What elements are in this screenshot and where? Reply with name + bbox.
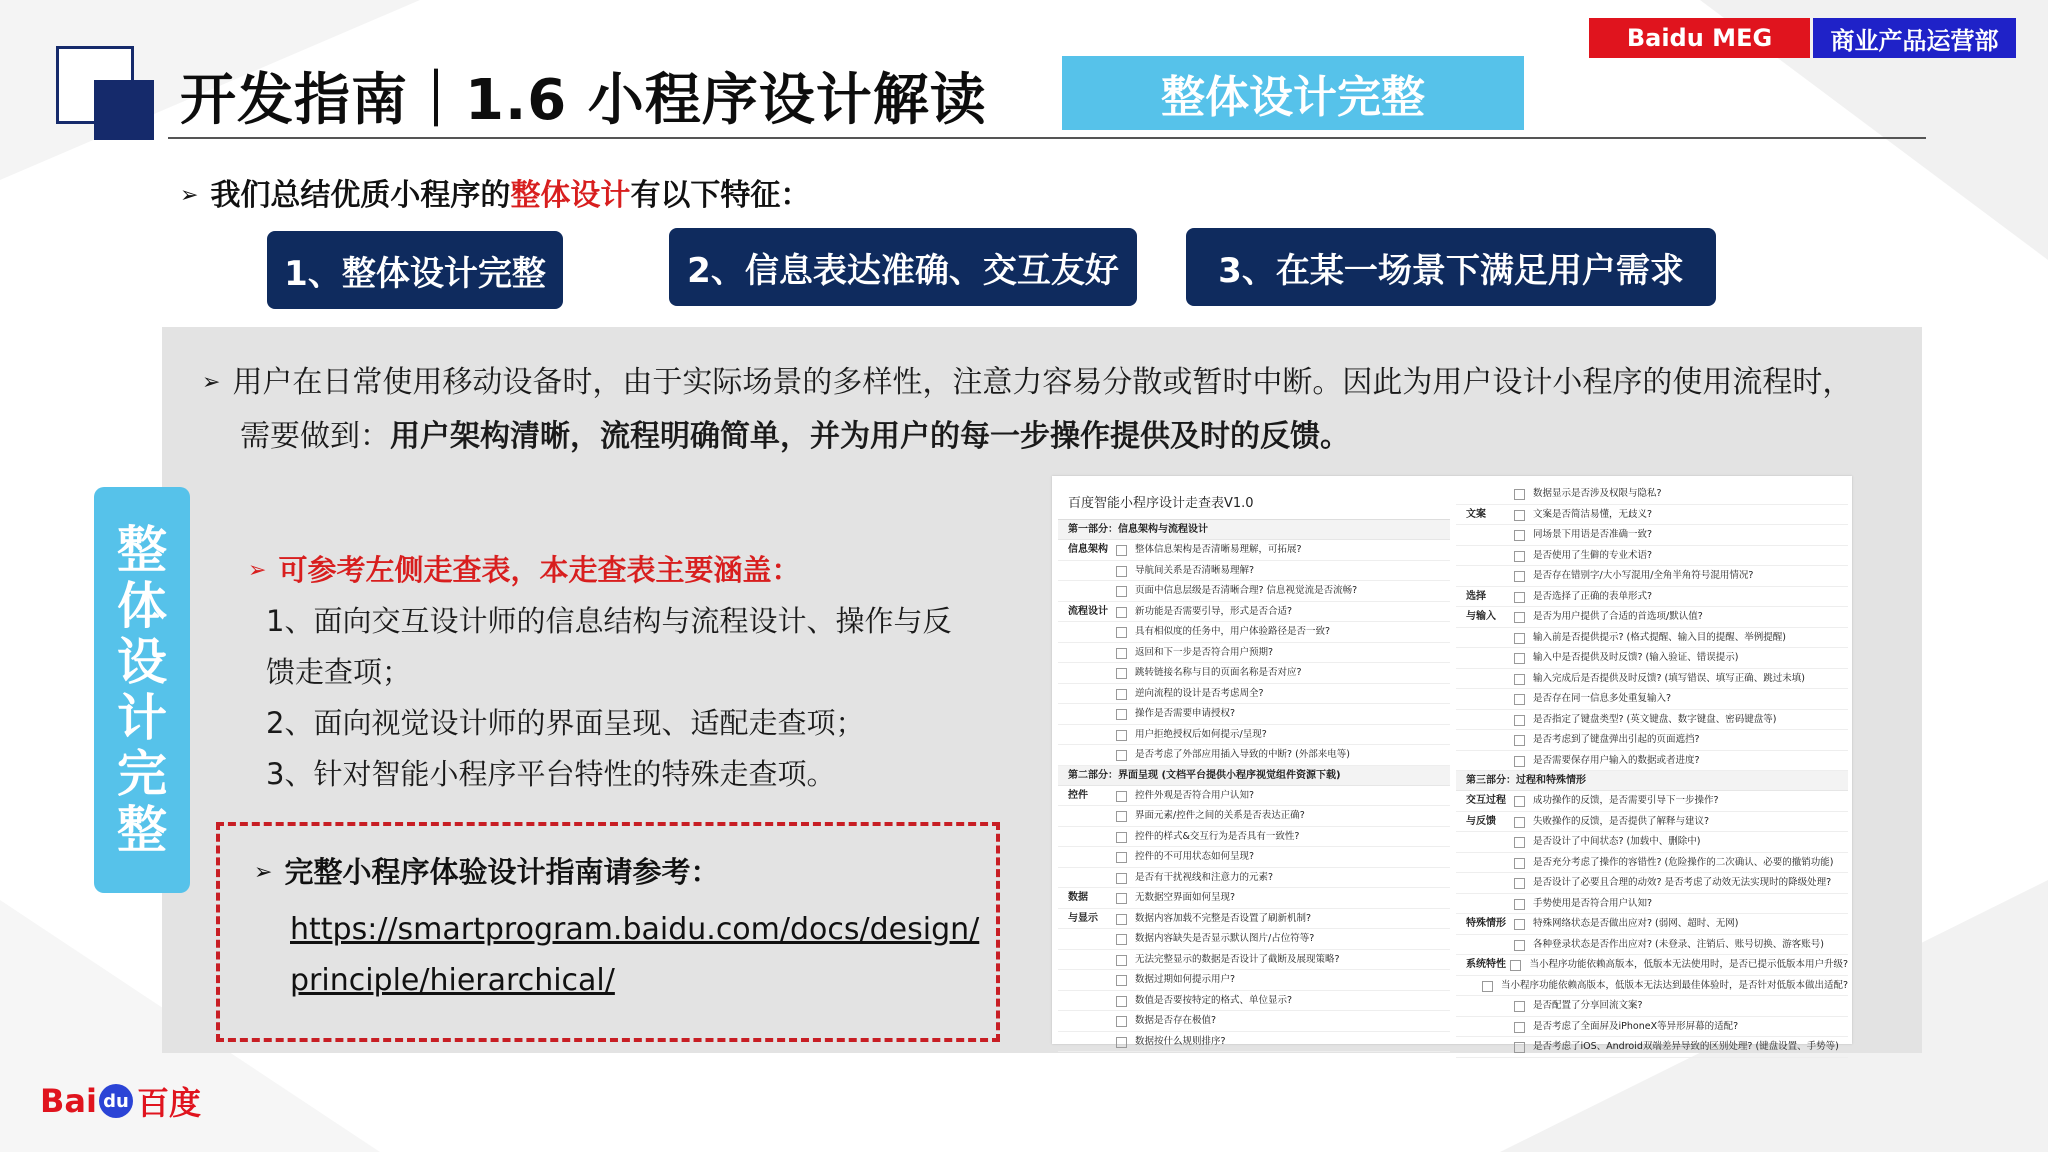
checkbox-icon bbox=[1514, 858, 1525, 869]
checklist-category bbox=[1456, 710, 1514, 730]
checkbox-icon bbox=[1116, 627, 1127, 638]
checklist-category bbox=[1456, 873, 1514, 893]
checklist-item: 新功能是否需要引导，形式是否合适? bbox=[1135, 605, 1293, 617]
checklist-category bbox=[1456, 751, 1514, 771]
reference-item-1: 1、面向交互设计师的信息结构与流程设计、操作与反馈走查项； bbox=[266, 604, 952, 689]
checklist-category bbox=[1456, 546, 1514, 566]
checklist-item: 控件的不可用状态如何呈现? bbox=[1135, 851, 1255, 862]
checkbox-icon bbox=[1116, 893, 1127, 904]
checklist-item: 数值是否要按特定的格式、单位显示? bbox=[1135, 994, 1293, 1006]
guide-link[interactable]: https://smartprogram.baidu.com/docs/design/principle/hierarchical/ bbox=[290, 912, 980, 998]
reference-item-3: 3、针对智能小程序平台特性的特殊走查项。 bbox=[266, 757, 836, 791]
checkbox-icon bbox=[1514, 735, 1525, 746]
arrow-bullet-icon: ➢ bbox=[248, 558, 267, 583]
checkbox-icon bbox=[1514, 571, 1525, 582]
checklist-section: 第一部分：信息架构与流程设计 bbox=[1058, 520, 1450, 540]
checklist-item: 是否为用户提供了合适的首选项/默认值? bbox=[1533, 611, 1703, 622]
checklist-item: 是否考虑到了键盘弹出引起的页面遮挡? bbox=[1533, 734, 1700, 745]
checklist-item: 数据过期如何提示用户? bbox=[1135, 974, 1236, 985]
checklist-category bbox=[1058, 663, 1116, 683]
intro-highlight: 整体设计 bbox=[510, 178, 631, 213]
checklist-row bbox=[1456, 628, 1848, 649]
checklist-category bbox=[1456, 648, 1514, 668]
checklist-category bbox=[1058, 1032, 1116, 1052]
checklist-section: 第三部分：过程和特殊情形 bbox=[1456, 771, 1848, 791]
checklist-category: 交互过程 bbox=[1466, 795, 1506, 806]
checklist-row bbox=[1456, 955, 1848, 976]
checklist-item: 当小程序功能依赖高版本，低版本无法达到最佳体验时，是否针对低版本做出适配? bbox=[1500, 979, 1848, 991]
checkbox-icon bbox=[1514, 817, 1525, 828]
checklist-item: 是否需要保存用户输入的数据或者进度? bbox=[1533, 754, 1700, 766]
checkbox-icon bbox=[1116, 975, 1127, 986]
checklist-category: 与反馈 bbox=[1466, 815, 1496, 827]
arrow-bullet-icon: ➢ bbox=[202, 370, 221, 395]
checklist-row bbox=[1456, 525, 1848, 546]
checkbox-icon bbox=[1514, 1042, 1525, 1053]
checklist-category bbox=[1058, 847, 1116, 867]
checklist-item: 是否考虑了全面屏及iPhoneX等异形屏幕的适配? bbox=[1533, 1020, 1739, 1032]
checklist-category bbox=[1058, 868, 1116, 888]
checklist-category bbox=[1058, 991, 1116, 1011]
checklist-row bbox=[1456, 710, 1848, 731]
checkbox-icon bbox=[1116, 607, 1127, 618]
checklist-category bbox=[1058, 704, 1116, 724]
checklist-image bbox=[1052, 476, 1852, 1052]
panel-line-1: 用户在日常使用移动设备时，由于实际场景的多样性，注意力容易分散或暂时中断。因此为用户设计小程序的使用流程时， bbox=[232, 365, 1853, 400]
checklist-row bbox=[1456, 935, 1848, 956]
checklist-item: 成功操作的反馈，是否需要引导下一步操作? bbox=[1533, 795, 1719, 806]
side-badge-char: 完 bbox=[117, 745, 167, 803]
checklist-category bbox=[1456, 1017, 1514, 1037]
checkbox-icon bbox=[1514, 633, 1525, 644]
checklist-item: 输入中是否提供及时反馈? (输入验证、错误提示) bbox=[1533, 652, 1739, 663]
checkbox-icon bbox=[1116, 914, 1127, 925]
feature-pill-1: 1、整体设计完整 bbox=[267, 231, 563, 309]
checklist-item: 是否有干扰视线和注意力的元素? bbox=[1135, 871, 1274, 883]
panel-line-2-bold: 用户架构清晰，流程明确简单，并为用户的每一步操作提供及时的反馈。 bbox=[390, 419, 1350, 454]
page-title: 开发指南｜1.6 小程序设计解读 bbox=[180, 68, 987, 133]
checkbox-icon bbox=[1116, 934, 1127, 945]
panel-description bbox=[202, 356, 1882, 464]
checklist-item: 数据按什么规则排序? bbox=[1135, 1035, 1226, 1047]
checklist-row bbox=[1058, 663, 1450, 684]
checklist-row bbox=[1058, 1032, 1450, 1053]
checklist-row bbox=[1456, 791, 1848, 812]
checkbox-icon bbox=[1514, 1022, 1525, 1033]
checklist-category bbox=[1456, 853, 1514, 873]
checklist-category: 与输入 bbox=[1466, 611, 1496, 622]
checklist-item: 输入完成后是否提供及时反馈? (填写错误、填写正确、跳过未填) bbox=[1533, 672, 1805, 684]
checklist-item: 无数据空界面如何呈现? bbox=[1135, 892, 1236, 903]
checklist-category: 系统特性 bbox=[1466, 959, 1506, 970]
checkbox-icon bbox=[1514, 653, 1525, 664]
checklist-item: 文案是否简洁易懂，无歧义? bbox=[1533, 508, 1653, 520]
checklist-category bbox=[1058, 745, 1116, 765]
checklist-item: 数据是否存在极值? bbox=[1135, 1015, 1217, 1026]
checklist-row bbox=[1058, 643, 1450, 664]
checkbox-icon bbox=[1116, 730, 1127, 741]
guide-callout bbox=[216, 822, 1000, 1042]
checklist-row bbox=[1456, 894, 1848, 915]
checklist-category bbox=[1058, 1011, 1116, 1031]
checkbox-icon bbox=[1514, 919, 1525, 930]
checklist-row bbox=[1456, 996, 1848, 1017]
checklist-item: 是否选择了正确的表单形式? bbox=[1533, 590, 1653, 602]
checkbox-icon bbox=[1116, 709, 1127, 720]
checklist-row bbox=[1456, 669, 1848, 690]
checkbox-icon bbox=[1116, 648, 1127, 659]
checklist-row bbox=[1456, 689, 1848, 710]
checklist-category bbox=[1456, 689, 1514, 709]
checklist-category: 文案 bbox=[1466, 508, 1486, 520]
reference-title: ➢ 可参考左侧走查表，本走查表主要涵盖： bbox=[248, 553, 801, 587]
checklist-row bbox=[1058, 581, 1450, 602]
checklist-category bbox=[1456, 1037, 1514, 1057]
checklist-item: 数据内容加载不完整是否设置了刷新机制? bbox=[1135, 912, 1312, 924]
checklist-item: 特殊网络状态是否做出应对? (弱网、超时、无网) bbox=[1533, 918, 1739, 929]
checklist-item: 页面中信息层级是否清晰合理? 信息视觉流是否流畅? bbox=[1135, 585, 1358, 596]
checklist-item: 是否充分考虑了操作的容错性? (危险操作的二次确认、必要的撤销功能) bbox=[1533, 856, 1834, 868]
checklist-category bbox=[1456, 894, 1514, 914]
checklist-item: 是否考虑了iOS、Android双端差异导致的区别处理? (键盘设置、手势等) bbox=[1533, 1041, 1839, 1052]
checklist-category: 选择 bbox=[1466, 590, 1486, 602]
checklist-row bbox=[1456, 484, 1848, 505]
checkbox-icon bbox=[1514, 489, 1525, 500]
checklist-item: 是否存在同一信息多处重复输入? bbox=[1533, 693, 1672, 704]
checklist-item: 数据显示是否涉及权限与隐私? bbox=[1533, 488, 1662, 499]
checklist-category bbox=[1456, 628, 1514, 648]
checklist-category bbox=[1058, 827, 1116, 847]
checklist-row bbox=[1058, 622, 1450, 643]
checklist-row bbox=[1456, 832, 1848, 853]
checklist-item: 各种登录状态是否作出应对? (未登录、注销后、账号切换、游客账号) bbox=[1533, 938, 1824, 950]
reference-block bbox=[248, 545, 968, 800]
checklist-row bbox=[1456, 914, 1848, 935]
checklist-row bbox=[1058, 602, 1450, 623]
checkbox-icon bbox=[1514, 837, 1525, 848]
checklist-item: 是否使用了生僻的专业术语? bbox=[1533, 549, 1653, 561]
checklist-category bbox=[1058, 684, 1116, 704]
checklist-item: 整体信息架构是否清晰易理解，可拓展? bbox=[1135, 544, 1302, 555]
checklist-row bbox=[1058, 1011, 1450, 1032]
checklist-category bbox=[1456, 566, 1514, 586]
intro-line bbox=[180, 170, 810, 214]
logo-text-cn: 百度 bbox=[136, 1084, 201, 1122]
checkbox-icon bbox=[1116, 811, 1127, 822]
checklist-row bbox=[1456, 853, 1848, 874]
checkbox-icon bbox=[1514, 878, 1525, 889]
side-badge-char: 体 bbox=[117, 577, 167, 635]
checkbox-icon bbox=[1514, 530, 1525, 541]
checklist-category bbox=[1058, 643, 1116, 663]
checklist-category: 控件 bbox=[1068, 789, 1088, 801]
checklist-item: 具有相似度的任务中，用户体验路径是否一致? bbox=[1135, 626, 1331, 637]
checklist-item: 控件的样式&交互行为是否具有一致性? bbox=[1135, 830, 1300, 842]
panel-line-2-prefix: 需要做到： bbox=[240, 419, 390, 454]
checklist-category bbox=[1058, 929, 1116, 949]
checklist-row bbox=[1456, 607, 1848, 628]
checklist-category bbox=[1456, 669, 1514, 689]
logo-text: Bai bbox=[40, 1082, 97, 1120]
checklist-row bbox=[1456, 587, 1848, 608]
checklist-row bbox=[1058, 929, 1450, 950]
checklist-item: 是否考虑了外部应用插入导致的中断? (外部来电等) bbox=[1135, 749, 1350, 760]
checklist-row bbox=[1456, 505, 1848, 526]
checkbox-icon bbox=[1116, 750, 1127, 761]
checklist-row bbox=[1058, 950, 1450, 971]
checklist-item: 输入前是否提供提示? (格式提醒、输入目的提醒、举例提醒) bbox=[1533, 631, 1786, 643]
checklist-row bbox=[1058, 540, 1450, 561]
checkbox-icon bbox=[1514, 510, 1525, 521]
side-badge-char: 设 bbox=[117, 633, 167, 691]
checkbox-icon bbox=[1510, 960, 1521, 971]
section-badge: 整体设计完整 bbox=[1062, 56, 1524, 130]
arrow-bullet-icon: ➢ bbox=[254, 860, 273, 885]
checklist-item: 同场景下用语是否准确一致? bbox=[1533, 529, 1653, 540]
side-badge-char: 计 bbox=[117, 689, 167, 747]
checkbox-icon bbox=[1116, 689, 1127, 700]
checkbox-icon bbox=[1514, 551, 1525, 562]
side-badge-char: 整 bbox=[117, 521, 167, 579]
checklist-row bbox=[1058, 745, 1450, 766]
checkbox-icon bbox=[1514, 715, 1525, 726]
checklist-row bbox=[1058, 888, 1450, 909]
checklist-category bbox=[1058, 725, 1116, 745]
checklist-item: 导航间关系是否清晰易理解? bbox=[1135, 564, 1255, 576]
checklist-item: 操作是否需要申请授权? bbox=[1135, 708, 1236, 719]
checkbox-icon bbox=[1116, 1016, 1127, 1027]
checkbox-icon bbox=[1116, 852, 1127, 863]
title-logo-fill bbox=[94, 80, 154, 140]
guide-label: ➢ 完整小程序体验设计指南请参考： bbox=[254, 855, 720, 889]
checklist-item: 是否设计了中间状态? (加载中、删除中) bbox=[1533, 836, 1701, 847]
checklist-row bbox=[1058, 991, 1450, 1012]
checklist-row bbox=[1058, 725, 1450, 746]
checklist-category: 数据 bbox=[1068, 892, 1088, 903]
checklist-row bbox=[1456, 1017, 1848, 1038]
checklist-category bbox=[1456, 935, 1514, 955]
checklist-item: 是否配置了分享回流文案? bbox=[1533, 1000, 1643, 1011]
checklist-category bbox=[1456, 996, 1514, 1016]
checklist-row bbox=[1058, 704, 1450, 725]
checklist-category bbox=[1456, 730, 1514, 750]
checklist-row bbox=[1058, 970, 1450, 991]
checklist-row bbox=[1058, 847, 1450, 868]
checklist-column-right bbox=[1456, 484, 1848, 1058]
checklist-row bbox=[1456, 1037, 1848, 1058]
checklist-column-left bbox=[1058, 484, 1450, 1052]
checkbox-icon bbox=[1116, 832, 1127, 843]
checklist-row bbox=[1456, 751, 1848, 772]
checkbox-icon bbox=[1116, 545, 1127, 556]
checklist-category: 流程设计 bbox=[1068, 605, 1108, 617]
checklist-section: 第二部分：界面呈现 (文档平台提供小程序视觉组件资源下载) bbox=[1058, 766, 1450, 786]
checklist-row bbox=[1058, 684, 1450, 705]
feature-pill-3: 3、在某一场景下满足用户需求 bbox=[1186, 228, 1716, 306]
checkbox-icon bbox=[1116, 1037, 1127, 1048]
checklist-category: 特殊情形 bbox=[1466, 918, 1506, 929]
checklist-row bbox=[1456, 730, 1848, 751]
checklist-category: 信息架构 bbox=[1068, 544, 1108, 555]
checklist-row bbox=[1058, 868, 1450, 889]
checklist-row bbox=[1456, 873, 1848, 894]
checkbox-icon bbox=[1514, 899, 1525, 910]
checklist-row bbox=[1058, 909, 1450, 930]
checklist-item: 无法完整显示的数据是否设计了截断及展现策略? bbox=[1135, 953, 1340, 965]
checkbox-icon bbox=[1514, 1001, 1525, 1012]
checklist-row bbox=[1456, 566, 1848, 587]
checklist-item: 逆向流程的设计是否考虑周全? bbox=[1135, 687, 1264, 699]
checkbox-icon bbox=[1482, 981, 1493, 992]
checkbox-icon bbox=[1116, 668, 1127, 679]
checklist-category: 与显示 bbox=[1068, 912, 1098, 924]
checkbox-icon bbox=[1514, 592, 1525, 603]
checklist-row bbox=[1456, 648, 1848, 669]
checklist-title: 百度智能小程序设计走查表V1.0 bbox=[1058, 484, 1450, 520]
checklist-item: 数据内容缺失是否显示默认图片/占位符等? bbox=[1135, 933, 1315, 944]
checklist-item: 是否存在错别字/大小写混用/全角半角符号混用情况? bbox=[1533, 570, 1754, 581]
checklist-item: 跳转链接名称与目的页面名称是否对应? bbox=[1135, 667, 1302, 678]
checklist-category bbox=[1456, 832, 1514, 852]
checklist-category bbox=[1058, 950, 1116, 970]
checklist-category bbox=[1058, 561, 1116, 581]
checklist-item: 返回和下一步是否符合用户预期? bbox=[1135, 646, 1274, 658]
checklist-row bbox=[1456, 976, 1848, 997]
checkbox-icon bbox=[1514, 940, 1525, 951]
checklist-item: 失败操作的反馈，是否提供了解释与建议? bbox=[1533, 815, 1710, 827]
checkbox-icon bbox=[1514, 796, 1525, 807]
side-vertical-badge bbox=[94, 487, 190, 893]
checkbox-icon bbox=[1116, 873, 1127, 884]
checklist-category bbox=[1058, 581, 1116, 601]
brand-tag: Baidu MEG bbox=[1589, 18, 1810, 58]
checklist-category bbox=[1456, 976, 1482, 996]
feature-pill-2: 2、信息表达准确、交互友好 bbox=[669, 228, 1137, 306]
checklist-item: 是否设计了必要且合理的动效? 是否考虑了动效无法实现时的降级处理? bbox=[1533, 877, 1832, 888]
checkbox-icon bbox=[1116, 566, 1127, 577]
checklist-category bbox=[1058, 806, 1116, 826]
checklist-item: 手势使用是否符合用户认知? bbox=[1533, 897, 1653, 909]
checklist-item: 是否指定了键盘类型? (英文键盘、数字键盘、密码键盘等) bbox=[1533, 713, 1777, 725]
checklist-row bbox=[1058, 827, 1450, 848]
intro-suffix: 有以下特征： bbox=[630, 178, 811, 213]
checklist-row bbox=[1058, 786, 1450, 807]
checkbox-icon bbox=[1116, 791, 1127, 802]
department-tag: 商业产品运营部 bbox=[1813, 18, 2016, 58]
checklist-row bbox=[1456, 812, 1848, 833]
checkbox-icon bbox=[1116, 955, 1127, 966]
paw-icon: du bbox=[99, 1084, 133, 1118]
checkbox-icon bbox=[1514, 756, 1525, 767]
checklist-category bbox=[1058, 970, 1116, 990]
checklist-category bbox=[1456, 525, 1514, 545]
checklist-item: 控件外观是否符合用户认知? bbox=[1135, 789, 1255, 801]
checkbox-icon bbox=[1514, 694, 1525, 705]
checkbox-icon bbox=[1514, 674, 1525, 685]
checklist-row bbox=[1058, 806, 1450, 827]
checklist-row bbox=[1456, 546, 1848, 567]
title-divider bbox=[168, 137, 1926, 139]
checklist-category bbox=[1058, 622, 1116, 642]
checkbox-icon bbox=[1514, 612, 1525, 623]
arrow-bullet-icon: ➢ bbox=[180, 183, 199, 208]
checklist-item: 用户拒绝授权后如何提示/呈现? bbox=[1135, 728, 1267, 740]
reference-item-2: 2、面向视觉设计师的界面呈现、适配走查项； bbox=[266, 706, 865, 740]
checklist-item: 当小程序功能依赖高版本，低版本无法使用时，是否已提示低版本用户升级? bbox=[1529, 959, 1848, 970]
intro-prefix: 我们总结优质小程序的 bbox=[210, 178, 511, 213]
checklist-row bbox=[1058, 561, 1450, 582]
baidu-logo bbox=[40, 1078, 201, 1124]
checklist-category bbox=[1456, 484, 1514, 504]
checkbox-icon bbox=[1116, 586, 1127, 597]
side-badge-char: 整 bbox=[117, 801, 167, 859]
checklist-item: 界面元素/控件之间的关系是否表达正确? bbox=[1135, 810, 1305, 821]
checkbox-icon bbox=[1116, 996, 1127, 1007]
